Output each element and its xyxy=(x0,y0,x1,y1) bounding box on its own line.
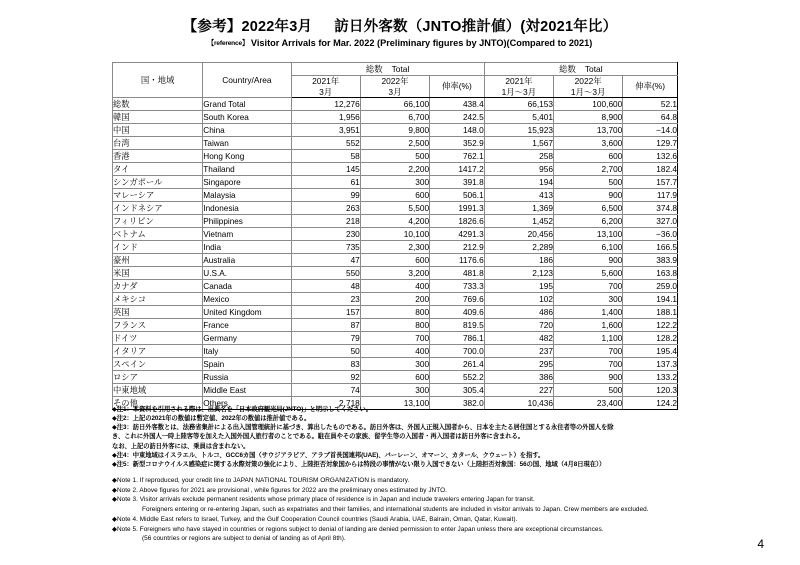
table-row xyxy=(113,371,678,384)
cell-area-en: South Korea xyxy=(203,111,291,124)
cell-mar-growth-rate: 352.9 xyxy=(430,137,485,150)
cell-q1-2022: 700 xyxy=(554,280,623,293)
cell-q1-2022: 8,900 xyxy=(554,111,623,124)
cell-q1-2022: 900 xyxy=(554,371,623,384)
cell-mar-growth-rate: 382.0 xyxy=(430,397,485,410)
cell-mar-2021: 552 xyxy=(291,137,360,150)
cell-area-en: China xyxy=(203,124,291,137)
cell-mar-growth-rate: 212.9 xyxy=(430,241,485,254)
cell-q1-growth-rate: 137.3 xyxy=(623,358,678,371)
cell-mar-2021: 61 xyxy=(291,176,360,189)
cell-area-jp: インドネシア xyxy=(113,202,203,215)
footnote-line: ◆Note 3. Visitor arrivals exclude permanent residents whose primary place of residence is in Japan and include travelers entering Japan for transit. xyxy=(112,496,535,504)
column-header-area-en: Country/Area xyxy=(203,63,291,98)
group-label-en-monthly: Total xyxy=(391,64,410,74)
cell-area-jp: フランス xyxy=(113,319,203,332)
table-row xyxy=(113,215,678,228)
cell-q1-2021: 2,289 xyxy=(484,241,553,254)
cell-area-jp: その他 xyxy=(113,397,203,410)
cell-mar-2022: 3,200 xyxy=(360,267,429,280)
column-header-mar-2022-month: 3月 xyxy=(388,86,402,97)
cell-q1-growth-rate: 128.2 xyxy=(623,332,678,345)
cell-area-jp: インド xyxy=(113,241,203,254)
cell-mar-2021: 48 xyxy=(291,280,360,293)
cell-mar-2022: 9,800 xyxy=(360,124,429,137)
cell-q1-2022: 500 xyxy=(554,384,623,397)
cell-mar-growth-rate: 438.4 xyxy=(430,98,485,111)
cell-area-en: Spain xyxy=(203,358,291,371)
cell-q1-2021: 194 xyxy=(484,176,553,189)
table-body xyxy=(113,98,678,410)
cell-mar-growth-rate: 552.2 xyxy=(430,371,485,384)
column-header-area-jp: 国・地域 xyxy=(113,63,203,98)
cell-mar-growth-rate: 769.6 xyxy=(430,293,485,306)
cell-mar-2022: 2,300 xyxy=(360,241,429,254)
title-reference-marker-jp: 【参考】 xyxy=(182,19,242,35)
column-group-header-monthly xyxy=(291,63,484,76)
cell-mar-2021: 58 xyxy=(291,150,360,163)
cell-q1-2021: 195 xyxy=(484,280,553,293)
cell-area-jp: 韓国 xyxy=(113,111,203,124)
column-header-mar-2022-year: 2022年 xyxy=(381,76,409,86)
cell-q1-growth-rate: 64.8 xyxy=(623,111,678,124)
cell-q1-2022: 6,100 xyxy=(554,241,623,254)
table-row xyxy=(113,176,678,189)
cell-q1-2021: 956 xyxy=(484,163,553,176)
table-row xyxy=(113,358,678,371)
cell-mar-2021: 12,276 xyxy=(291,98,360,111)
cell-mar-growth-rate: 1991.3 xyxy=(430,202,485,215)
cell-mar-growth-rate: 261.4 xyxy=(430,358,485,371)
cell-q1-growth-rate: 383.9 xyxy=(623,254,678,267)
cell-mar-growth-rate: 700.0 xyxy=(430,345,485,358)
column-group-header-cumulative xyxy=(484,63,677,76)
visitor-arrivals-table xyxy=(112,62,678,410)
table-row xyxy=(113,228,678,241)
cell-area-en: Singapore xyxy=(203,176,291,189)
table-row xyxy=(113,293,678,306)
cell-mar-2022: 300 xyxy=(360,176,429,189)
cell-mar-2022: 600 xyxy=(360,371,429,384)
cell-area-jp: ベトナム xyxy=(113,228,203,241)
cell-mar-growth-rate: 481.8 xyxy=(430,267,485,280)
cell-area-jp: 総数 xyxy=(113,98,203,111)
cell-area-en: Australia xyxy=(203,254,291,267)
cell-mar-2022: 800 xyxy=(360,319,429,332)
cell-mar-growth-rate: 1417.2 xyxy=(430,163,485,176)
cell-q1-2021: 1,452 xyxy=(484,215,553,228)
column-header-mar-2021-month: 3月 xyxy=(319,86,333,97)
cell-mar-growth-rate: 409.6 xyxy=(430,306,485,319)
cell-area-jp: 台湾 xyxy=(113,137,203,150)
cell-q1-growth-rate: 122.2 xyxy=(623,319,678,332)
cell-mar-2022: 700 xyxy=(360,332,429,345)
cell-mar-2021: 79 xyxy=(291,332,360,345)
cell-area-en: Others xyxy=(203,397,291,410)
cell-area-jp: シンガポール xyxy=(113,176,203,189)
cell-area-en: Russia xyxy=(203,371,291,384)
cell-q1-2022: 13,100 xyxy=(554,228,623,241)
cell-mar-2021: 2,718 xyxy=(291,397,360,410)
cell-q1-2021: 15,923 xyxy=(484,124,553,137)
table-row xyxy=(113,202,678,215)
table-row xyxy=(113,267,678,280)
cell-mar-2021: 3,951 xyxy=(291,124,360,137)
cell-area-jp: 中国 xyxy=(113,124,203,137)
table-row xyxy=(113,241,678,254)
cell-area-jp: 豪州 xyxy=(113,254,203,267)
cell-q1-2021: 295 xyxy=(484,358,553,371)
cell-mar-2021: 50 xyxy=(291,345,360,358)
cell-area-jp: カナダ xyxy=(113,280,203,293)
footnote-line: ◆Note 1. If reproduced, your credit line to JAPAN NATIONAL TOURISM ORGANIZATION is mandatory. xyxy=(112,477,410,484)
cell-q1-growth-rate: 133.2 xyxy=(623,371,678,384)
cell-area-en: Middle East xyxy=(203,384,291,397)
page-title xyxy=(0,18,800,36)
cell-mar-growth-rate: 148.0 xyxy=(430,124,485,137)
cell-mar-2022: 600 xyxy=(360,254,429,267)
cell-q1-2022: 13,700 xyxy=(554,124,623,137)
column-header-q1-2022-year: 2022年 xyxy=(574,76,602,86)
title-subject-en: Visitor Arrivals for Mar. 2022 (Preliminary figures by JNTO)(Compared to 2021) xyxy=(250,38,593,49)
cell-mar-2021: 99 xyxy=(291,189,360,202)
footnote-line: ◆注1：本資料を引用される際は、出典名を「日本政府観光局(JNTO)」と明示してください。 xyxy=(112,406,372,413)
cell-q1-growth-rate: 327.0 xyxy=(623,215,678,228)
cell-mar-2022: 600 xyxy=(360,189,429,202)
page-subtitle xyxy=(0,38,800,50)
cell-q1-growth-rate: 124.2 xyxy=(623,397,678,410)
group-label-jp-cumulative: 総数 xyxy=(559,64,576,74)
column-header-mar-2022 xyxy=(360,76,429,98)
cell-q1-growth-rate: 163.8 xyxy=(623,267,678,280)
cell-mar-2021: 83 xyxy=(291,358,360,371)
column-header-mar-2021 xyxy=(291,76,360,98)
cell-mar-2021: 47 xyxy=(291,254,360,267)
cell-mar-growth-rate: 305.4 xyxy=(430,384,485,397)
cell-q1-growth-rate: 129.7 xyxy=(623,137,678,150)
cell-area-jp: マレーシア xyxy=(113,189,203,202)
cell-q1-2022: 6,500 xyxy=(554,202,623,215)
column-header-q1-2022-months: 1月〜3月 xyxy=(570,86,606,97)
table-row xyxy=(113,384,678,397)
column-header-q1-2021 xyxy=(484,76,553,98)
cell-q1-growth-rate: 194.1 xyxy=(623,293,678,306)
cell-q1-2021: 1,567 xyxy=(484,137,553,150)
footnote-line: (56 countries or regions are subject to denial of landing as of April 8th). xyxy=(142,535,346,543)
cell-mar-2021: 74 xyxy=(291,384,360,397)
cell-mar-2022: 300 xyxy=(360,358,429,371)
table-row xyxy=(113,254,678,267)
cell-mar-2021: 23 xyxy=(291,293,360,306)
table-row xyxy=(113,306,678,319)
cell-mar-2021: 218 xyxy=(291,215,360,228)
footnote-line: ◆注4：中東地域はイスラエル、トルコ、GCC6カ国（サウジアラビア、アラブ首長国連邦(UAE)、バーレーン、オマーン、カタール、クウェート）を指す。 xyxy=(112,451,545,459)
cell-area-en: India xyxy=(203,241,291,254)
table-row xyxy=(113,332,678,345)
cell-mar-2022: 500 xyxy=(360,150,429,163)
cell-mar-growth-rate: 391.8 xyxy=(430,176,485,189)
table-row xyxy=(113,98,678,111)
footnote-line: ◆注5：新型コロナウイルス感染症に関する水際対策の強化により、上陸拒否対象国からは特段の事情がない限り入国できない（上陸拒否対象国：56の国、地域（4月8日現在）） xyxy=(112,460,606,468)
cell-mar-2021: 735 xyxy=(291,241,360,254)
cell-area-en: Germany xyxy=(203,332,291,345)
title-date-jp: 2022年3月 xyxy=(241,19,313,35)
cell-area-jp: スペイン xyxy=(113,358,203,371)
cell-q1-growth-rate: 182.4 xyxy=(623,163,678,176)
cell-mar-growth-rate: 762.1 xyxy=(430,150,485,163)
cell-q1-2021: 227 xyxy=(484,384,553,397)
cell-mar-2022: 300 xyxy=(360,384,429,397)
cell-area-jp: 米国 xyxy=(113,267,203,280)
cell-mar-2021: 92 xyxy=(291,371,360,384)
cell-mar-growth-rate: 4291.3 xyxy=(430,228,485,241)
cell-mar-2022: 13,100 xyxy=(360,397,429,410)
cell-q1-growth-rate: 117.9 xyxy=(623,189,678,202)
cell-q1-2022: 300 xyxy=(554,293,623,306)
cell-q1-growth-rate: 166.5 xyxy=(623,241,678,254)
column-header-q1-2021-months: 1月〜3月 xyxy=(501,86,537,97)
cell-q1-2022: 5,600 xyxy=(554,267,623,280)
table-row xyxy=(113,280,678,293)
cell-area-jp: イタリア xyxy=(113,345,203,358)
column-header-q1-2022 xyxy=(554,76,623,98)
footnote-line: ◆Note 5. Foreigners who have stayed in countries or regions subject to denial of landing are denied permission to enter Japan unless there are exceptional circumstances. xyxy=(112,525,604,533)
cell-q1-growth-rate: 195.4 xyxy=(623,345,678,358)
footnote-line: き、これに外国人一時上陸客等を加えた入国外国人旅行者のことである。駐在員やその家族、留学生等の入国者・再入国者は訪日外客に含まれる。 xyxy=(112,433,525,441)
footnote-line: ◆Note 4. Middle East refers to Israel, Turkey, and the Gulf Cooperation Council countries (Saudi Arabia, UAE, Balrain, Oman, Qatar, Kuwait). xyxy=(112,515,518,523)
cell-mar-2021: 263 xyxy=(291,202,360,215)
cell-area-jp: 香港 xyxy=(113,150,203,163)
cell-q1-2021: 413 xyxy=(484,189,553,202)
cell-mar-growth-rate: 786.1 xyxy=(430,332,485,345)
cell-q1-growth-rate: 157.7 xyxy=(623,176,678,189)
cell-area-en: Canada xyxy=(203,280,291,293)
cell-q1-growth-rate: −14.0 xyxy=(623,124,678,137)
footnote-line: ◆注2：上記の2021年の数値は暫定値、2022年の数値は推計値である。 xyxy=(112,415,311,423)
cell-mar-2022: 400 xyxy=(360,345,429,358)
cell-mar-2022: 66,100 xyxy=(360,98,429,111)
cell-mar-growth-rate: 1826.6 xyxy=(430,215,485,228)
footnote-line: Foreigners entering or re-entering Japan, such as expatriates and their families, and international students are included in visitor arrivals to Japan. Crew members are excluded. xyxy=(142,506,649,514)
cell-q1-growth-rate: 120.3 xyxy=(623,384,678,397)
cell-q1-growth-rate: −36.0 xyxy=(623,228,678,241)
cell-area-en: United Kingdom xyxy=(203,306,291,319)
cell-mar-2021: 1,956 xyxy=(291,111,360,124)
cell-mar-2021: 230 xyxy=(291,228,360,241)
cell-q1-2022: 900 xyxy=(554,189,623,202)
table-row xyxy=(113,163,678,176)
cell-q1-2022: 6,200 xyxy=(554,215,623,228)
column-header-mar-growth-rate: 伸率(%) xyxy=(430,76,485,98)
table-header xyxy=(113,63,678,98)
cell-area-en: France xyxy=(203,319,291,332)
cell-q1-2021: 102 xyxy=(484,293,553,306)
table-row xyxy=(113,319,678,332)
cell-q1-2021: 720 xyxy=(484,319,553,332)
cell-mar-2022: 800 xyxy=(360,306,429,319)
footnote-line: なお、上記の訪日外客には、乗員は含まれない。 xyxy=(112,442,250,450)
footnote-line: ◆注3：訪日外客数とは、法務省集計による出入国管理統計に基づき、算出したものである。訪日外客は、外国人正規入国者から、日本を主たる居住国とする永住者等の外国人を除 xyxy=(112,424,614,432)
cell-area-jp: 英国 xyxy=(113,306,203,319)
cell-q1-2022: 100,600 xyxy=(554,98,623,111)
document-title-block xyxy=(0,18,800,50)
cell-q1-2021: 1,369 xyxy=(484,202,553,215)
cell-q1-growth-rate: 374.8 xyxy=(623,202,678,215)
table-row xyxy=(113,150,678,163)
cell-mar-growth-rate: 242.5 xyxy=(430,111,485,124)
cell-mar-growth-rate: 1176.6 xyxy=(430,254,485,267)
cell-area-jp: フィリピン xyxy=(113,215,203,228)
cell-q1-2022: 3,600 xyxy=(554,137,623,150)
group-label-en-cumulative: Total xyxy=(584,64,603,74)
group-label-jp-monthly: 総数 xyxy=(365,64,383,74)
cell-area-en: Italy xyxy=(203,345,291,358)
cell-q1-2021: 386 xyxy=(484,371,553,384)
cell-q1-2022: 700 xyxy=(554,358,623,371)
column-header-mar-2021-year: 2021年 xyxy=(312,76,340,86)
cell-area-jp: 中東地域 xyxy=(113,384,203,397)
cell-area-en: U.S.A. xyxy=(203,267,291,280)
cell-q1-2021: 186 xyxy=(484,254,553,267)
table-row xyxy=(113,345,678,358)
cell-q1-2022: 600 xyxy=(554,150,623,163)
cell-area-jp: メキシコ xyxy=(113,293,203,306)
cell-area-en: Mexico xyxy=(203,293,291,306)
cell-q1-2022: 1,400 xyxy=(554,306,623,319)
cell-area-en: Indonesia xyxy=(203,202,291,215)
cell-mar-2022: 400 xyxy=(360,280,429,293)
table-row xyxy=(113,189,678,202)
cell-mar-2021: 87 xyxy=(291,319,360,332)
cell-area-en: Philippines xyxy=(203,215,291,228)
cell-q1-2021: 237 xyxy=(484,345,553,358)
cell-mar-2021: 550 xyxy=(291,267,360,280)
cell-q1-2021: 258 xyxy=(484,150,553,163)
cell-q1-growth-rate: 52.1 xyxy=(623,98,678,111)
cell-area-en: Taiwan xyxy=(203,137,291,150)
cell-mar-2021: 145 xyxy=(291,163,360,176)
cell-area-jp: タイ xyxy=(113,163,203,176)
cell-q1-2022: 1,600 xyxy=(554,319,623,332)
cell-mar-2022: 2,500 xyxy=(360,137,429,150)
cell-q1-2022: 2,700 xyxy=(554,163,623,176)
footnotes-english xyxy=(112,476,800,544)
cell-q1-2022: 900 xyxy=(554,254,623,267)
cell-q1-growth-rate: 188.1 xyxy=(623,306,678,319)
cell-mar-growth-rate: 819.5 xyxy=(430,319,485,332)
cell-mar-growth-rate: 506.1 xyxy=(430,189,485,202)
cell-area-en: Hong Kong xyxy=(203,150,291,163)
table-row xyxy=(113,124,678,137)
title-subject-jp: 訪日外客数（JNTO推計値）(対2021年比） xyxy=(334,19,618,35)
cell-mar-2022: 2,200 xyxy=(360,163,429,176)
cell-mar-2021: 157 xyxy=(291,306,360,319)
cell-q1-2022: 500 xyxy=(554,176,623,189)
page-number: 4 xyxy=(757,537,764,551)
cell-q1-2022: 23,400 xyxy=(554,397,623,410)
cell-q1-2021: 20,456 xyxy=(484,228,553,241)
footnotes-japanese xyxy=(112,405,800,469)
cell-mar-2022: 4,200 xyxy=(360,215,429,228)
column-header-q1-growth-rate: 伸率(%) xyxy=(623,76,678,98)
cell-q1-2021: 66,153 xyxy=(484,98,553,111)
cell-area-en: Vietnam xyxy=(203,228,291,241)
table-row xyxy=(113,111,678,124)
cell-mar-growth-rate: 733.3 xyxy=(430,280,485,293)
cell-q1-2021: 2,123 xyxy=(484,267,553,280)
cell-mar-2022: 10,100 xyxy=(360,228,429,241)
cell-q1-2021: 5,401 xyxy=(484,111,553,124)
cell-mar-2022: 6,700 xyxy=(360,111,429,124)
cell-mar-2022: 5,500 xyxy=(360,202,429,215)
cell-area-en: Thailand xyxy=(203,163,291,176)
cell-q1-2021: 10,436 xyxy=(484,397,553,410)
cell-q1-2021: 482 xyxy=(484,332,553,345)
table-row xyxy=(113,137,678,150)
footnote-line: ◆Note 2. Above figures for 2021 are provisional , while figures for 2022 are the preliminary ones estimated by JNTO. xyxy=(112,486,447,494)
cell-mar-2022: 200 xyxy=(360,293,429,306)
cell-q1-growth-rate: 259.0 xyxy=(623,280,678,293)
cell-area-jp: ドイツ xyxy=(113,332,203,345)
cell-area-en: Grand Total xyxy=(203,98,291,111)
cell-q1-2022: 1,100 xyxy=(554,332,623,345)
column-header-q1-2021-year: 2021年 xyxy=(505,76,533,86)
cell-area-en: Malaysia xyxy=(203,189,291,202)
cell-q1-2022: 700 xyxy=(554,345,623,358)
cell-q1-2021: 486 xyxy=(484,306,553,319)
title-reference-marker-en: 【reference】 xyxy=(207,40,249,48)
cell-q1-growth-rate: 132.6 xyxy=(623,150,678,163)
cell-area-jp: ロシア xyxy=(113,371,203,384)
